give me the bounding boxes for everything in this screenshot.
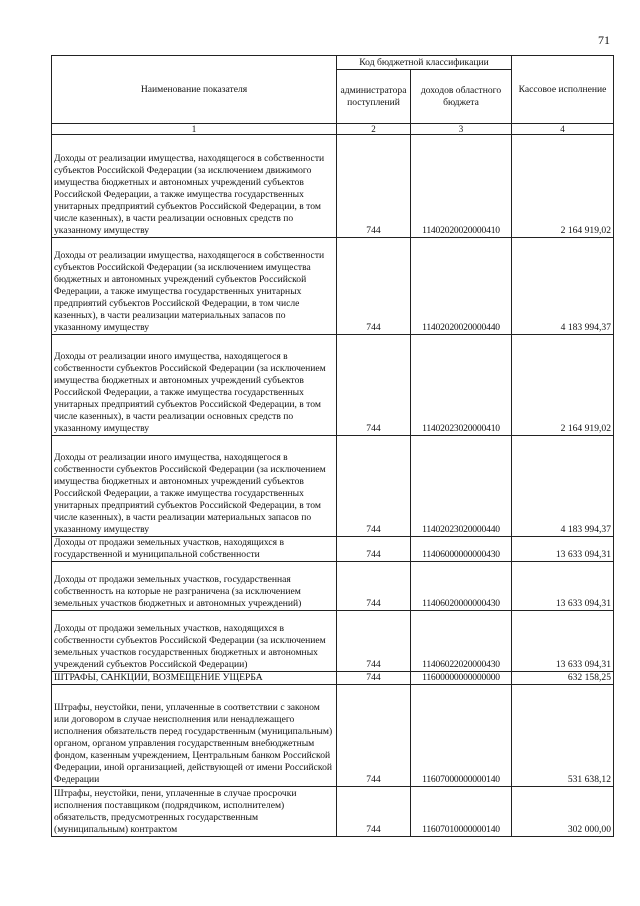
cash-amount: 4 183 994,37 [512, 238, 614, 335]
income-code: 11402023020000410 [411, 335, 512, 436]
admin-code: 744 [337, 787, 411, 837]
indicator-name: Доходы от реализации имущества, находящегося в собственности субъектов Российской Федерации (за исключением движимого имущества бюджетных и автономных учреждений субъектов Российской Федерации, а также имущества государственных унитарных предприятий субъектов Российской Федерации, в том числе казенных), в части реализации основных средств по указанному имуществу [52, 135, 337, 238]
admin-code: 744 [337, 335, 411, 436]
indicator-name: Штрафы, неустойки, пени, уплаченные в случае просрочки исполнения поставщиком (подрядчиком, исполнителем) обязательств, предусмотренных государственным (муниципальным) контрактом [52, 787, 337, 837]
table-row [52, 672, 614, 685]
budget-table [51, 55, 614, 837]
cash-amount: 2 164 919,02 [512, 335, 614, 436]
table-row [52, 685, 614, 787]
cash-amount: 13 633 094,31 [512, 562, 614, 611]
indicator-name: Доходы от реализации имущества, находящегося в собственности субъектов Российской Федерации (за исключением имущества бюджетных и автономных учреждений субъектов Российской Федерации, а также имущества государственных унитарных предприятий субъектов Российской Федерации, в том числе казенных), в части реализации материальных запасов по указанному имуществу [52, 238, 337, 335]
cash-amount: 302 000,00 [512, 787, 614, 837]
table-row [52, 135, 614, 238]
admin-code: 744 [337, 436, 411, 537]
income-code: 11402020020000440 [411, 238, 512, 335]
page-number: 71 [598, 33, 610, 47]
income-code: 11607000000000140 [411, 685, 512, 787]
income-code: 11406020000000430 [411, 562, 512, 611]
indicator-name: Доходы от реализации иного имущества, находящегося в собственности субъектов Российской Федерации (за исключением имущества бюджетных и автономных учреждений субъектов Российской Федерации, а также имущества государственных унитарных предприятий субъектов Российской Федерации, в том числе казенных), в части реализации материальных запасов по указанному имуществу [52, 436, 337, 537]
column-number: 3 [411, 124, 512, 135]
header-income: доходов областного бюджета [411, 70, 512, 124]
admin-code: 744 [337, 611, 411, 672]
table-row [52, 562, 614, 611]
admin-code: 744 [337, 238, 411, 335]
income-code: 11406000000000430 [411, 537, 512, 562]
income-code: 11402020020000410 [411, 135, 512, 238]
table-row [52, 436, 614, 537]
table-row [52, 238, 614, 335]
column-number: 1 [52, 124, 337, 135]
admin-code: 744 [337, 135, 411, 238]
cash-amount: 13 633 094,31 [512, 611, 614, 672]
header-name: Наименование показателя [52, 56, 337, 124]
header-admin: администратора поступлений [337, 70, 411, 124]
income-code: 11402023020000440 [411, 436, 512, 537]
indicator-name: ШТРАФЫ, САНКЦИИ, ВОЗМЕЩЕНИЕ УЩЕРБА [52, 672, 337, 685]
table-row [52, 611, 614, 672]
income-code: 11607010000000140 [411, 787, 512, 837]
cash-amount: 531 638,12 [512, 685, 614, 787]
header-code-group: Код бюджетной классификации [337, 56, 512, 70]
header-row [52, 56, 614, 70]
indicator-name: Доходы от продажи земельных участков, находящихся в государственной и муниципальной собственности [52, 537, 337, 562]
table-row [52, 335, 614, 436]
admin-code: 744 [337, 685, 411, 787]
income-code: 11600000000000000 [411, 672, 512, 685]
admin-code: 744 [337, 672, 411, 685]
cash-amount: 632 158,25 [512, 672, 614, 685]
indicator-name: Доходы от продажи земельных участков, государственная собственность на которые не разграничена (за исключением земельных участков бюджетных и автономных учреждений) [52, 562, 337, 611]
column-number-row [52, 124, 614, 135]
column-number: 4 [512, 124, 614, 135]
indicator-name: Доходы от реализации иного имущества, находящегося в собственности субъектов Российской Федерации (за исключением имущества бюджетных и автономных учреждений субъектов Российской Федерации, а также имущества государственных унитарных предприятий субъектов Российской Федерации, в том числе казенных), в части реализации основных средств по указанному имуществу [52, 335, 337, 436]
indicator-name: Доходы от продажи земельных участков, находящихся в собственности субъектов Российской Федерации (за исключением земельных участков государственных бюджетных и автономных учреждений субъектов Российской Федерации) [52, 611, 337, 672]
admin-code: 744 [337, 537, 411, 562]
cash-amount: 2 164 919,02 [512, 135, 614, 238]
indicator-name: Штрафы, неустойки, пени, уплаченные в соответствии с законом или договором в случае неисполнения или ненадлежащего исполнения обязательств перед государственным (муниципальным) органом, органом управления государственным внебюджетным фондом, казенным учреждением, Центральным банком Российской Федерации, иной организацией, действующей от имени Российской Федерации [52, 685, 337, 787]
admin-code: 744 [337, 562, 411, 611]
column-number: 2 [337, 124, 411, 135]
income-code: 11406022020000430 [411, 611, 512, 672]
cash-amount: 13 633 094,31 [512, 537, 614, 562]
cash-amount: 4 183 994,37 [512, 436, 614, 537]
table-row [52, 787, 614, 837]
header-cash: Кассовое исполнение [512, 56, 614, 124]
table-row [52, 537, 614, 562]
